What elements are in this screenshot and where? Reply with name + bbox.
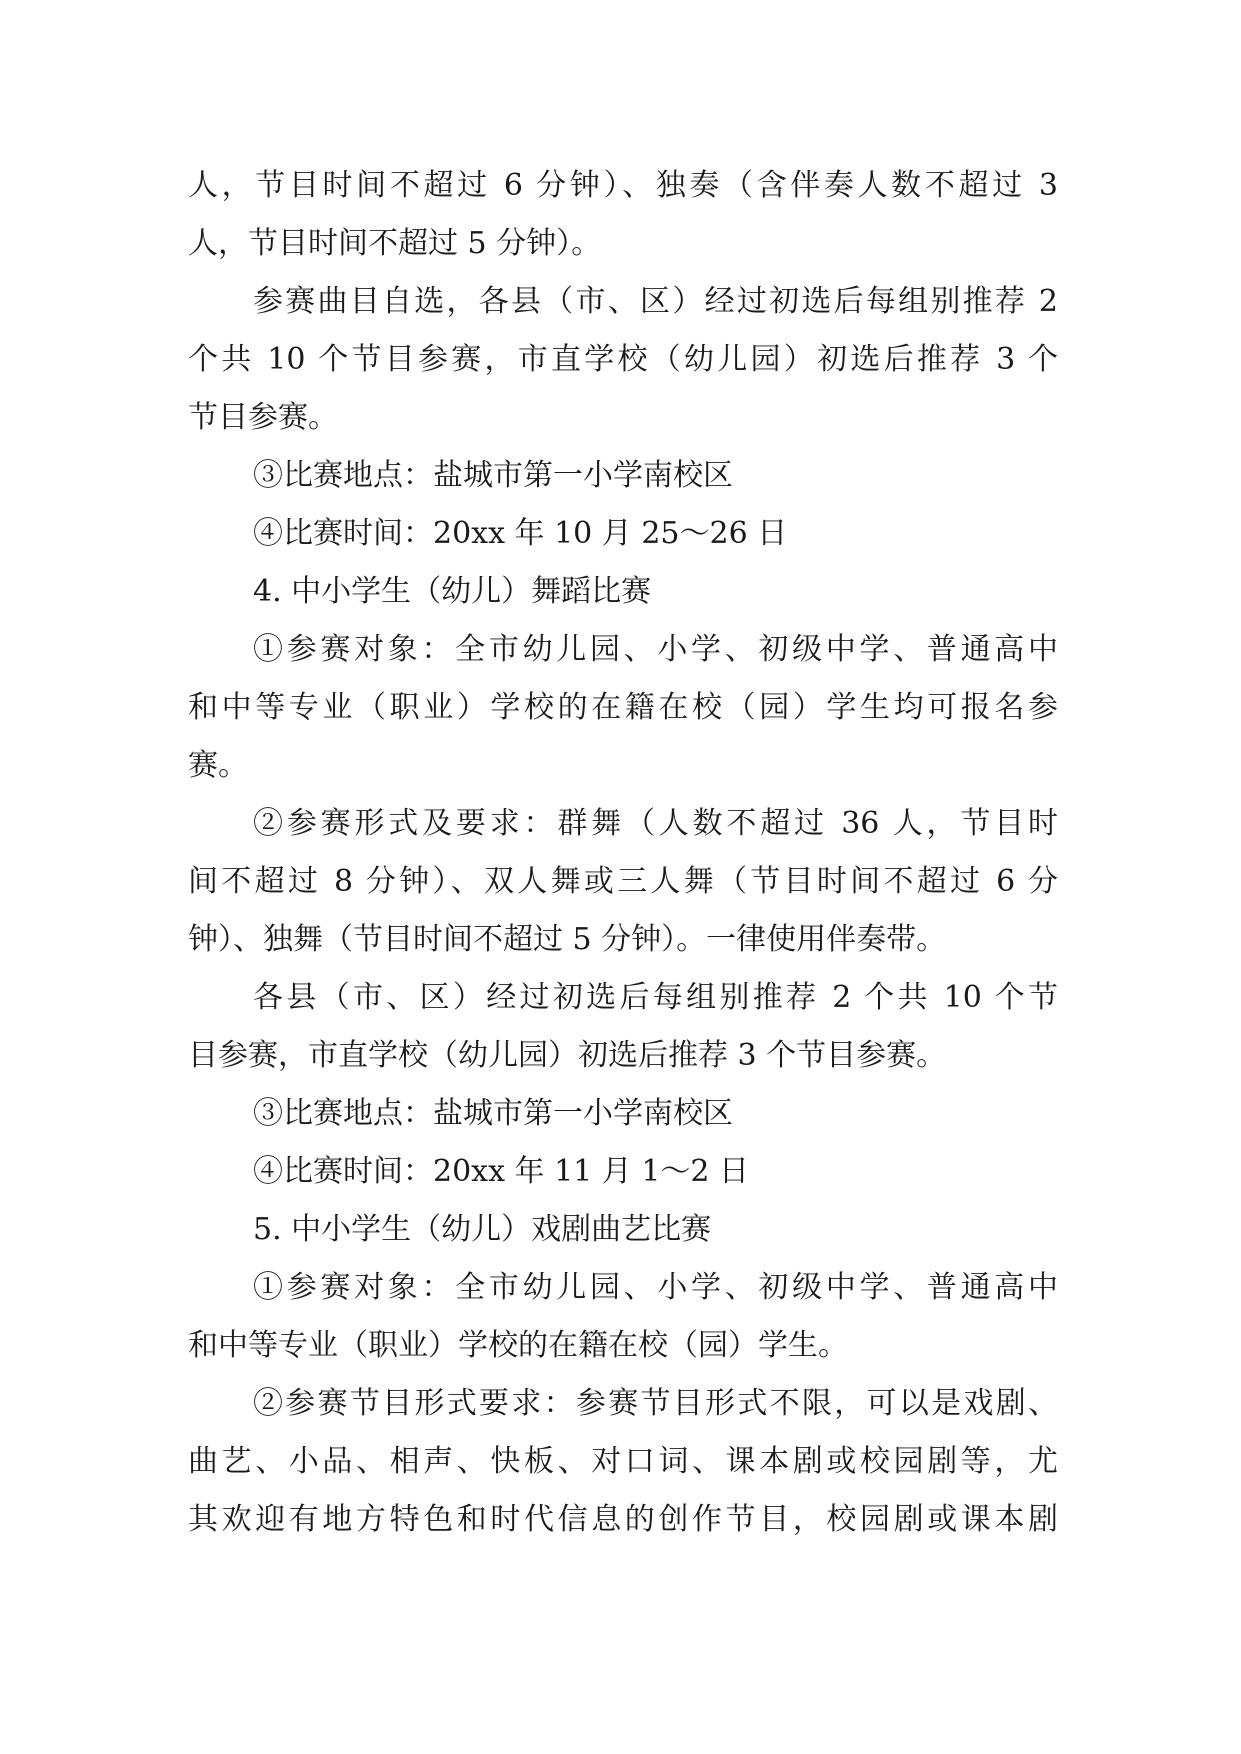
text-line: 和中等专业（职业）学校的在籍在校（园）学生。	[188, 1328, 848, 1363]
text-line: 参赛曲目自选，各县（市、区）经过初选后每组别推荐 2	[253, 284, 1058, 319]
text-line: 曲艺、小品、相声、快板、对口词、课本剧或校园剧等，尤	[188, 1444, 1058, 1479]
text-line: 和中等专业（职业）学校的在籍在校（园）学生均可报名参	[188, 690, 1058, 725]
text-line: ②参赛形式及要求：群舞（人数不超过 36 人，节目时	[253, 806, 1058, 841]
text-line: ④比赛时间：20xx 年 10 月 25～26 日	[253, 516, 788, 551]
text-line: 赛。	[188, 748, 248, 783]
text-line: 节目参赛。	[188, 400, 338, 435]
text-line: ③比赛地点：盐城市第一小学南校区	[253, 458, 733, 493]
text-line: 人，节目时间不超过 5 分钟）。	[188, 226, 602, 261]
section-heading: 4. 中小学生（幼儿）舞蹈比赛	[253, 574, 652, 609]
text-line: ①参赛对象：全市幼儿园、小学、初级中学、普通高中	[253, 632, 1058, 667]
text-line: 其欢迎有地方特色和时代信息的创作节目，校园剧或课本剧	[188, 1502, 1058, 1537]
text-line: 人，节目时间不超过 6 分钟）、独奏（含伴奏人数不超过 3	[188, 168, 1058, 203]
section-heading: 5. 中小学生（幼儿）戏剧曲艺比赛	[253, 1212, 712, 1247]
text-line: 各县（市、区）经过初选后每组别推荐 2 个共 10 个节	[253, 980, 1058, 1015]
text-line: 目参赛，市直学校（幼儿园）初选后推荐 3 个节目参赛。	[188, 1038, 947, 1073]
text-line: ③比赛地点：盐城市第一小学南校区	[253, 1096, 733, 1131]
text-line: ①参赛对象：全市幼儿园、小学、初级中学、普通高中	[253, 1270, 1058, 1305]
text-line: 钟）、独舞（节目时间不超过 5 分钟）。一律使用伴奏带。	[188, 922, 947, 957]
text-line: ④比赛时间：20xx 年 11 月 1～2 日	[253, 1154, 750, 1189]
text-line: 个共 10 个节目参赛，市直学校（幼儿园）初选后推荐 3 个	[188, 342, 1058, 377]
text-line: 间不超过 8 分钟）、双人舞或三人舞（节目时间不超过 6 分	[188, 864, 1058, 899]
text-line: ②参赛节目形式要求：参赛节目形式不限，可以是戏剧、	[253, 1386, 1058, 1421]
